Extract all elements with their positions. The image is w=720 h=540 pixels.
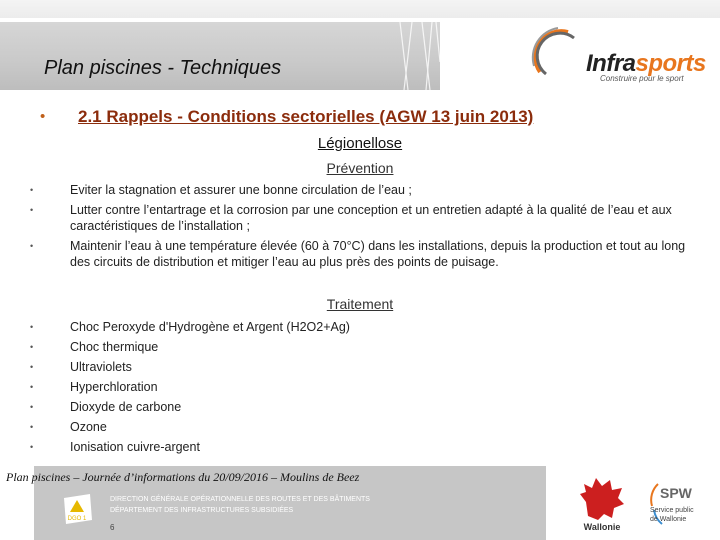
footer-band-text — [110, 494, 370, 516]
bullet-icon: • — [30, 442, 34, 452]
wallonie-label: Wallonie — [583, 522, 621, 532]
list-item — [30, 182, 690, 198]
footer-band-line1: DIRECTION GÉNÉRALE OPÉRATIONNELLE DES ROUTES ET DES BÂTIMENTS — [110, 496, 370, 503]
bullet-icon: • — [30, 342, 34, 352]
prevention-list — [30, 182, 690, 274]
list-item — [30, 419, 690, 435]
section-subtitle: 2.1 Rappels - Conditions sectorielles (AGW 13 juin 2013) — [78, 107, 534, 126]
bullet-icon: • — [40, 108, 46, 125]
list-item — [30, 359, 690, 375]
logo-tagline: Construire pour le sport — [600, 74, 684, 83]
list-item — [30, 379, 690, 395]
top-strip — [0, 0, 720, 18]
footer-caption: Plan piscines – Journée d’informations du 20/09/2016 – Moulins de Beez — [6, 470, 360, 484]
bullet-icon: • — [30, 362, 34, 372]
spw-subtitle-line1: Service public — [650, 507, 694, 514]
spw-subtitle — [650, 506, 694, 524]
list-item-text: Choc thermique — [70, 340, 159, 354]
bullet-icon: • — [30, 402, 34, 412]
topic-title — [0, 135, 720, 153]
list-item-text: Eviter la stagnation et assurer une bonne circulation de l’eau ; — [70, 183, 412, 197]
spw-title: SPW — [660, 485, 692, 501]
logo-word-infra: Infra — [586, 50, 636, 77]
list-item — [30, 202, 690, 234]
slide-title: Plan piscines - Techniques — [44, 57, 282, 79]
page-number: 6 — [110, 523, 115, 532]
prevention-heading — [0, 160, 720, 176]
traitement-list — [30, 319, 690, 459]
list-item — [30, 439, 690, 455]
list-item-text: Ultraviolets — [70, 360, 132, 374]
list-item-text: Ionisation cuivre-argent — [70, 440, 200, 454]
list-item — [30, 339, 690, 355]
bullet-icon: • — [30, 382, 34, 392]
traitement-heading-label: Traitement — [326, 296, 394, 312]
list-item-text: Lutter contre l’entartrage et la corrosion par une conception et un entretien adapté à la qualité de l’eau et aux caractéristiques de l’installation ; — [70, 203, 672, 233]
list-item — [30, 238, 690, 270]
bullet-icon: • — [30, 422, 34, 432]
list-item-text: Dioxyde de carbone — [70, 400, 182, 414]
list-item-text: Maintenir l’eau à une température élevée (60 à 70°C) dans les installations, depuis la production et tout au long des circuits de distribution et mitiger l’eau au plus près des points de puisage. — [70, 239, 686, 269]
prevention-heading-label: Prévention — [326, 160, 394, 176]
footer-band-line2: DÉPARTEMENT DES INFRASTRUCTURES SUBSIDIÉES — [110, 507, 294, 514]
bullet-icon: • — [30, 322, 34, 332]
logo-word-sports: sports — [635, 50, 706, 77]
bullet-icon: • — [30, 205, 34, 215]
list-item — [30, 399, 690, 415]
topic-label: Légionellose — [317, 135, 403, 152]
bullet-icon: • — [30, 241, 34, 251]
traitement-heading — [0, 296, 720, 312]
list-item-text: Choc Peroxyde d'Hydrogène et Argent (H2O2+Ag) — [70, 320, 350, 334]
list-item-text: Ozone — [70, 420, 107, 434]
spw-subtitle-line2: de Wallonie — [650, 516, 687, 523]
dgo-badge-label: DGO 1 — [67, 516, 87, 522]
list-item-text: Hyperchloration — [70, 380, 158, 394]
dgo-badge-icon — [60, 492, 94, 526]
bullet-icon: • — [30, 185, 34, 195]
list-item — [30, 319, 690, 335]
